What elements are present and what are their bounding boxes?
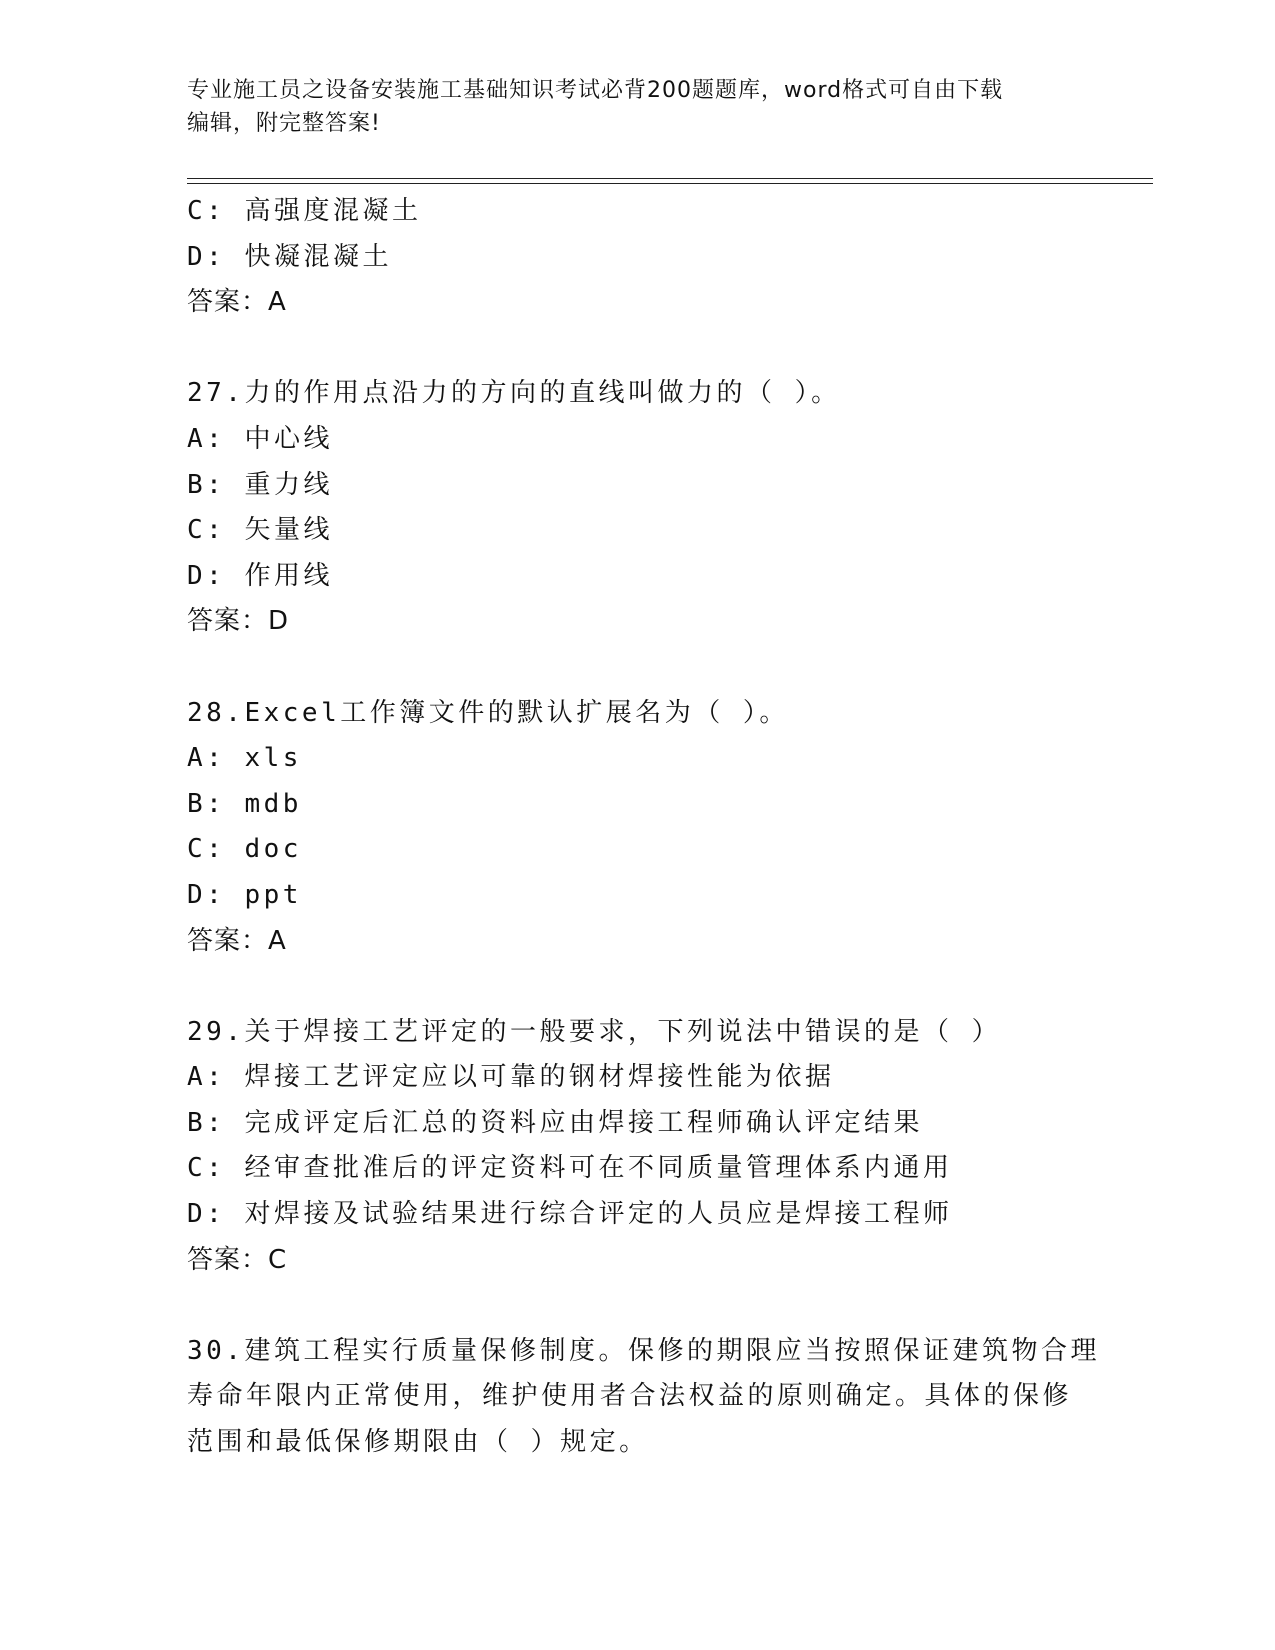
question-stem-line-1: 30.建筑工程实行质量保修制度。保修的期限应当按照保证建筑物合理	[187, 1335, 1100, 1366]
option-b: B: mdb	[187, 788, 302, 819]
question-26-tail	[187, 189, 1087, 326]
question-27	[187, 371, 1087, 645]
question-stem: 29.关于焊接工艺评定的一般要求，下列说法中错误的是（ ）	[187, 1016, 1002, 1047]
option-d: D: ppt	[187, 879, 302, 910]
answer-line: 答案：A	[187, 925, 287, 956]
question-28	[187, 691, 1087, 965]
option-b: B: 重力线	[187, 469, 333, 500]
question-stem: 27.力的作用点沿力的方向的直线叫做力的（ ）。	[187, 378, 841, 409]
option-d: D: 对焊接及试验结果进行综合评定的人员应是焊接工程师	[187, 1199, 953, 1230]
spacer	[187, 645, 1087, 691]
header-divider-bottom	[187, 183, 1153, 184]
option-c: C: 矢量线	[187, 515, 333, 546]
option-d: D: 作用线	[187, 560, 333, 591]
answer-line: 答案：C	[187, 1244, 288, 1275]
question-stem-line-3: 范围和最低保修期限由（ ）规定。	[187, 1427, 649, 1458]
spacer	[187, 964, 1087, 1010]
question-list	[187, 189, 1100, 1466]
option-a: A: 中心线	[187, 423, 333, 454]
answer-line: 答案：D	[187, 606, 290, 637]
question-stem: 28.Excel工作簿文件的默认扩展名为（ ）。	[187, 697, 789, 728]
header-divider-top	[187, 178, 1153, 179]
question-30	[187, 1329, 1100, 1466]
option-c: C: 高强度混凝土	[187, 196, 422, 226]
option-c: C: doc	[187, 834, 302, 865]
answer-line: 答案：A	[187, 287, 287, 318]
option-a: A: 焊接工艺评定应以可靠的钢材焊接性能为依据	[187, 1062, 835, 1093]
header-title-line-1: 专业施工员之设备安装施工基础知识考试必背200题题库，word格式可自由下载	[187, 78, 1004, 103]
question-29	[187, 1010, 1087, 1284]
option-c: C: 经审查批准后的评定资料可在不同质量管理体系内通用	[187, 1153, 953, 1184]
option-a: A: xls	[187, 743, 302, 774]
option-d: D: 快凝混凝土	[187, 241, 392, 272]
option-b: B: 完成评定后汇总的资料应由焊接工程师确认评定结果	[187, 1107, 923, 1138]
document-header	[187, 74, 1067, 140]
spacer	[187, 1283, 1087, 1329]
header-title-line-2: 编辑，附完整答案!	[187, 111, 381, 136]
question-stem-line-2: 寿命年限内正常使用，维护使用者合法权益的原则确定。具体的保修	[187, 1381, 1073, 1412]
spacer	[187, 326, 1087, 372]
